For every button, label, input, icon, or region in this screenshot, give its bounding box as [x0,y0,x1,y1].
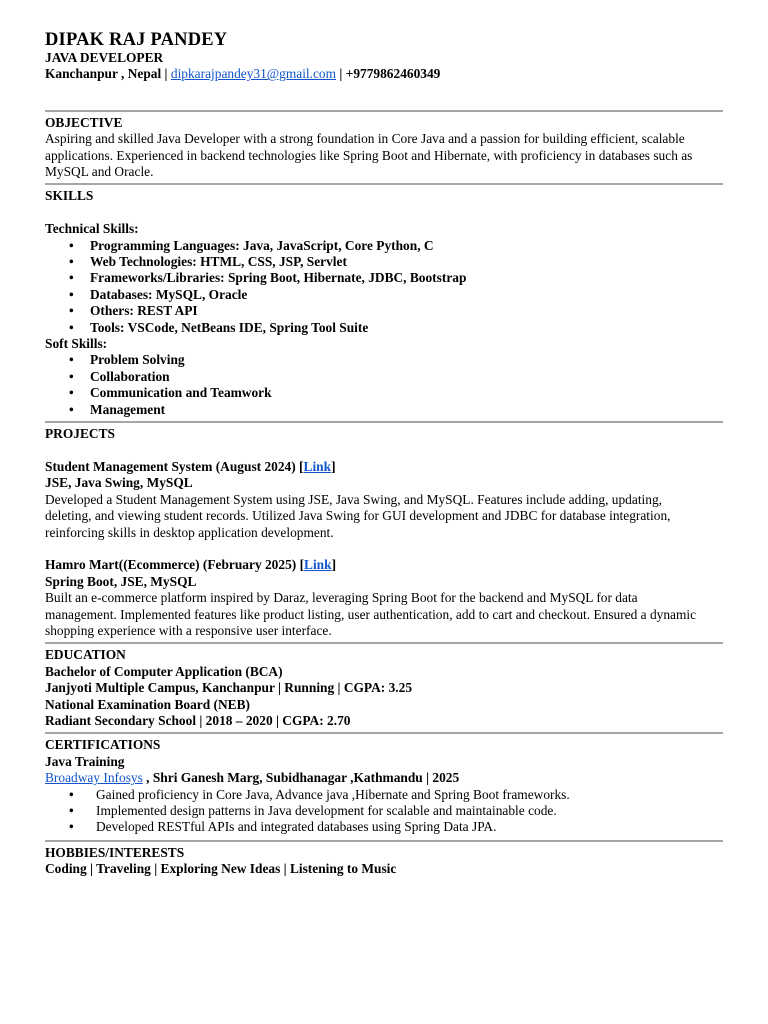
section-title-education: EDUCATION [45,647,126,663]
education-line: National Examination Board (NEB) [45,696,250,712]
technical-skills-label: Technical Skills: [45,221,139,237]
section-title-certifications: CERTIFICATIONS [45,737,161,753]
section-title-projects: PROJECTS [45,426,115,442]
candidate-name: DIPAK RAJ PANDEY [45,30,228,50]
list-item: • Problem Solving [90,352,723,368]
institute-address: , Shri Ganesh Marg, Subidhanagar ,Kathmandu | 2025 [142,770,460,786]
certification-points [45,787,723,836]
list-item: • Tools: VSCode, NetBeans IDE, Spring Tool Suite [90,320,723,336]
hobbies-section [45,845,723,878]
resume-header [45,30,723,83]
project-description-line: reinforcing skills in desktop application development. [45,524,334,540]
project-title: Student Management System (August 2024) [ [45,458,304,474]
project-title: Hamro Mart((Ecommerce) (February 2025) [ [45,557,305,573]
objective-line: Aspiring and skilled Java Developer with a strong foundation in Core Java and a passion for building efficient, scalable [45,131,685,147]
list-item: • Communication and Teamwork [90,385,723,401]
education-line: Radiant Secondary School | 2018 – 2020 | CGPA: 2.70 [45,712,351,728]
section-title-objective: OBJECTIVE [45,114,123,130]
location-text: Kanchanpur , Nepal | [45,66,168,82]
project-link[interactable]: Link [303,458,332,474]
objective-section [45,115,723,181]
project-description-line: Built an e-commerce platform inspired by Daraz, leveraging Spring Boot for the backend and MySQL for data [45,590,638,606]
project-entry [45,557,723,639]
project-entry [45,459,723,541]
technical-skills-list [45,238,723,336]
education-section [45,647,723,729]
list-item: • Gained proficiency in Core Java, Advance java ,Hibernate and Spring Boot frameworks. [96,787,723,803]
section-title-skills: SKILLS [45,188,94,204]
project-stack: Spring Boot, JSE, MySQL [45,573,197,589]
soft-skills-label: Soft Skills: [45,336,108,352]
certifications-section [45,737,723,835]
list-item: • Developed RESTful APIs and integrated databases using Spring Data JPA. [96,819,723,835]
objective-line: MySQL and Oracle. [45,164,154,180]
certification-institute-line [45,770,723,786]
skills-section [45,188,723,418]
project-heading [45,459,723,475]
project-description-line: Developed a Student Management System using JSE, Java Swing, and MySQL. Features include adding, updating, [45,491,662,507]
section-title-hobbies: HOBBIES/INTERESTS [45,844,185,860]
list-item: • Others: REST API [90,303,723,319]
list-item: • Web Technologies: HTML, CSS, JSP, Servlet [90,254,723,270]
institute-link[interactable]: Broadway Infosys [45,770,143,786]
list-item: • Implemented design patterns in Java development for scalable and maintainable code. [96,803,723,819]
list-item: • Collaboration [90,369,723,385]
objective-line: applications. Experienced in backend technologies like Spring Boot and Hibernate, with proficiency in databases such as [45,147,693,163]
email-link[interactable]: dipkarajpandey31@gmail.com [170,66,337,82]
list-item: • Frameworks/Libraries: Spring Boot, Hibernate, JDBC, Bootstrap [90,270,723,286]
bracket-close: ] [331,458,336,474]
list-item: • Programming Languages: Java, JavaScript, Core Python, C [90,238,723,254]
education-line: Janjyoti Multiple Campus, Kanchanpur | Running | CGPA: 3.25 [45,680,413,696]
project-heading [45,557,723,573]
project-description-line: management. Implemented features like product listing, user authentication, add to cart and checkout. Ensured a dynamic [45,606,697,622]
bracket-close: ] [331,557,337,573]
list-item: • Databases: MySQL, Oracle [90,287,723,303]
projects-section [45,426,723,639]
project-description-line: shopping experience with a responsive user interface. [45,622,332,638]
phone-text: | +9779862460349 [339,66,441,82]
list-item: • Management [90,402,723,418]
project-stack: JSE, Java Swing, MySQL [45,475,193,491]
education-line: Bachelor of Computer Application (BCA) [45,663,283,679]
project-description-line: deleting, and viewing student records. Utilized Java Swing for GUI development and JDBC for database integration, [45,508,671,524]
job-title: JAVA DEVELOPER [45,50,164,65]
soft-skills-list [45,352,723,418]
contact-line [45,66,723,82]
certification-course: Java Training [45,753,125,769]
project-link[interactable]: Link [304,557,332,573]
hobbies-text: Coding | Traveling | Exploring New Ideas | Listening to Music [45,861,397,877]
